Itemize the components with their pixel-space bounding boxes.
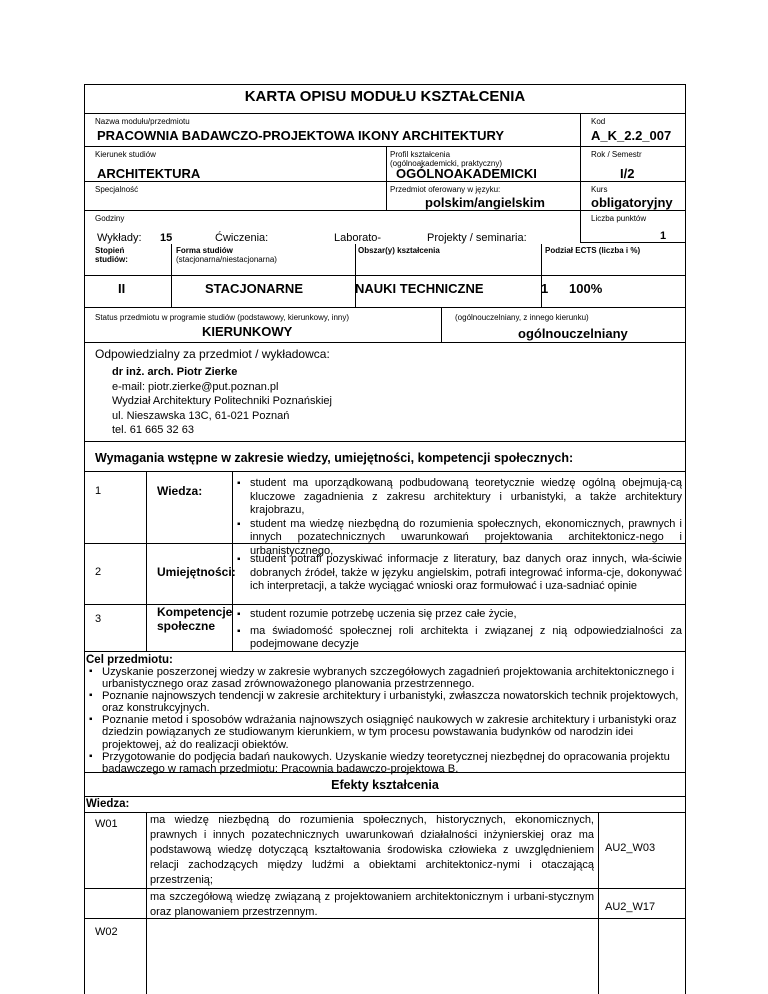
requirement-label-competences-line-1: Kompetencje (157, 605, 233, 619)
rule (541, 244, 542, 307)
lecturer-email: e-mail: piotr.zierke@put.poznan.pl (112, 380, 279, 393)
ects-split-number: 1 (541, 281, 549, 296)
level-label-2: studiów: (95, 255, 128, 264)
direction-value: ARCHITEKTURA (97, 166, 201, 181)
lectures-value: 15 (160, 232, 173, 244)
requirement-number: 2 (95, 566, 102, 578)
ects-split-percent: 100% (569, 281, 603, 296)
rule (84, 796, 686, 797)
requirement-knowledge-list (234, 477, 682, 558)
rule (84, 441, 686, 442)
rule (84, 888, 686, 889)
requirement-label-competences (157, 605, 232, 633)
status-type-value: ogólnouczelniany (518, 326, 628, 341)
rule (84, 210, 686, 211)
form-label-2: (stacjonarna/niestacjonarna) (176, 255, 277, 264)
list-item: ▪ Poznanie metod i sposobów wdrażania najnowszych osiągnięć naukowych w zakresie architektury i urbanistyki oraz dziedzin powiązanych ze studiowanym kierunkiem, w tym procesu powstawania budynków od narodzin idei projektowej, aż do realizacji obiektów. (86, 714, 684, 750)
language-label: Przedmiot oferowany w języku: (390, 185, 501, 194)
lecturer-phone: tel. 61 665 32 63 (112, 424, 194, 436)
module-name-value: PRACOWNIA BADAWCZO-PROJEKTOWA IKONY ARCHITEKTURY (97, 128, 505, 143)
rule (146, 471, 147, 651)
status-label: Status przedmiotu w programie studiów (podstawowy, kierunkowy, inny) (95, 313, 350, 322)
lecturer-faculty: Wydział Architektury Politechniki Poznańskiej (112, 395, 332, 407)
requirement-number: 3 (95, 613, 102, 625)
rule (84, 307, 686, 308)
requirements-heading: Wymagania wstępne w zakresie wiedzy, umiejętności, kompetencji społecznych: (95, 451, 574, 465)
requirement-label-competences-line-2: społeczne (157, 619, 216, 633)
list-item: ▪ ma świadomość społecznej roli architekta i związanej z nią odpowiedzialności za podejmowane decyzje (234, 625, 682, 652)
lecturer-address: ul. Nieszawska 13C, 61-021 Poznań (112, 409, 290, 422)
rule (84, 146, 686, 147)
rule (84, 342, 686, 343)
list-item: ▪ student ma wiedzę niezbędną do rozumienia społecznych, ekonomicznych, prawnych i innych pozatechnicznych uwarunkowań projektowania architektonicz-nego i urbanistycznego, (234, 518, 682, 559)
rule (598, 812, 599, 994)
outcome-code: W02 (95, 926, 118, 938)
rule (84, 471, 686, 472)
outcome-ref: AU2_W17 (605, 901, 656, 913)
rule (84, 113, 686, 114)
area-value: NAUKI TECHNICZNE (355, 281, 484, 296)
ects-split-label: Podział ECTS (liczba i %) (545, 246, 641, 255)
rule (146, 812, 147, 994)
rule (580, 113, 581, 210)
module-code-value: A_K_2.2_007 (591, 128, 672, 143)
form-value: STACJONARNE (205, 281, 303, 296)
direction-label: Kierunek studiów (95, 150, 156, 159)
requirement-label-skills: Umiejętności: (157, 565, 236, 579)
goal-heading: Cel przedmiotu: (86, 654, 173, 666)
course-value: obligatoryjny (591, 195, 673, 210)
rule (171, 244, 172, 307)
course-label: Kurs (591, 185, 608, 194)
frame-right (685, 84, 686, 994)
requirement-competences-list (234, 608, 682, 652)
module-name-label: Nazwa modułu/przedmiotu (95, 117, 190, 126)
status-type-label: (ogólnouczelniany, z innego kierunku) (455, 313, 589, 322)
rule (355, 244, 356, 307)
exercises-label: Ćwiczenia: (215, 232, 269, 244)
outcomes-knowledge-label: Wiedza: (86, 798, 130, 810)
status-value: KIERUNKOWY (202, 324, 293, 339)
rule (580, 210, 581, 242)
outcome-code: W01 (95, 818, 118, 830)
list-item: ▪ student potrafi pozyskiwać informacje z literatury, baz danych oraz innych, wła-ściwie dobranych źródeł, także w języku angielskim, potrafi integrować informa-cje, dokonywać ich interpretacji, a także wyciągać wnioski oraz formułować i uza-sadniać opinie (234, 553, 682, 594)
lab-label: Laborato- (334, 232, 382, 244)
year-value: I/2 (620, 166, 635, 181)
list-item: ▪ student ma uporządkowaną podbudowaną teoretycznie wiedzę ogólną obejmują-cą kluczowe zagadnienia z zakresu architektury i urbanistyki, a także architektury krajobrazu, (234, 477, 682, 518)
lectures-label: Wykłady: (97, 232, 142, 244)
lecturer-block (112, 365, 332, 438)
language-value: polskim/angielskim (425, 195, 545, 210)
projects-label: Projekty / seminaria: (427, 232, 527, 244)
list-item: ▪ student rozumie potrzebę uczenia się przez całe życie, (234, 608, 682, 622)
rule (84, 275, 686, 276)
profile-value: OGÓLNOAKADEMICKI (396, 166, 537, 181)
outcomes-heading: Efekty kształcenia (331, 778, 439, 792)
rule (580, 242, 686, 243)
requirement-label-knowledge: Wiedza: (157, 484, 203, 498)
rule (441, 307, 442, 342)
goal-list (86, 666, 684, 775)
level-value: II (118, 281, 126, 296)
list-item: ▪ Poznanie najnowszych tendencji w zakresie architektury i urbanistyki, zwłaszcza nowatorskich technik projektowych, oraz konstrukcyjnych. (86, 690, 684, 714)
form-label-1: Forma studiów (176, 246, 233, 255)
rule (386, 146, 387, 210)
profile-label-1: Profil kształcenia (390, 150, 451, 159)
ects-label: Liczba punktów (591, 214, 647, 223)
profile-label-2: (ogólnoakademicki, praktyczny) (390, 159, 503, 168)
list-item: ▪ Przygotowanie do podjęcia badań naukowych. Uzyskanie wiedzy teoretycznej niezbędnej do opracowania projektu badawczego w ramach przedmiotu: Pracownia badawczo-projektowa B. (86, 751, 684, 775)
specialty-label: Specjalność (95, 185, 139, 194)
outcome-text: ma szczegółową wiedzę związaną z projektowaniem architektonicznym i urbani-stycznym oraz planowaniem przestrzennym. (150, 891, 594, 918)
area-label: Obszar(y) kształcenia (358, 246, 440, 255)
requirement-number: 1 (95, 485, 102, 497)
year-label: Rok / Semestr (591, 150, 642, 159)
lecturer-heading: Odpowiedzialny za przedmiot / wykładowca: (95, 347, 330, 361)
outcome-ref: AU2_W03 (605, 842, 656, 854)
hours-label: Godziny (95, 214, 125, 223)
level-label-1: Stopień (95, 246, 125, 255)
rule (84, 181, 686, 182)
ects-value: 1 (660, 230, 667, 242)
frame-left (84, 84, 85, 994)
frame-top (84, 84, 686, 85)
page-title: KARTA OPISU MODUŁU KSZTAŁCENIA (244, 88, 526, 105)
module-code-label: Kod (591, 117, 606, 126)
lecturer-name: dr inż. arch. Piotr Zierke (112, 366, 238, 378)
requirement-skills-list (234, 553, 682, 594)
list-item: ▪ Uzyskanie poszerzonej wiedzy w zakresie wybranych szczegółowych zagadnień projektowania architektonicznego i urbanistycznego oraz zasad zrównoważonego planowania przestrzennego. (86, 666, 684, 690)
outcome-text: ma wiedzę niezbędną do rozumienia społecznych, historycznych, ekonomicznych, prawnych i innych pozatechnicznych uwarunkowań działalności inżynierskiej oraz ma podstawową wiedzę dotyczącą kształtowania środowiska człowieka z uwzględnieniem relacji zachodzących między ludźmi a obiektami architektonicz-nymi i otaczającą przestrzenią; (150, 814, 594, 886)
